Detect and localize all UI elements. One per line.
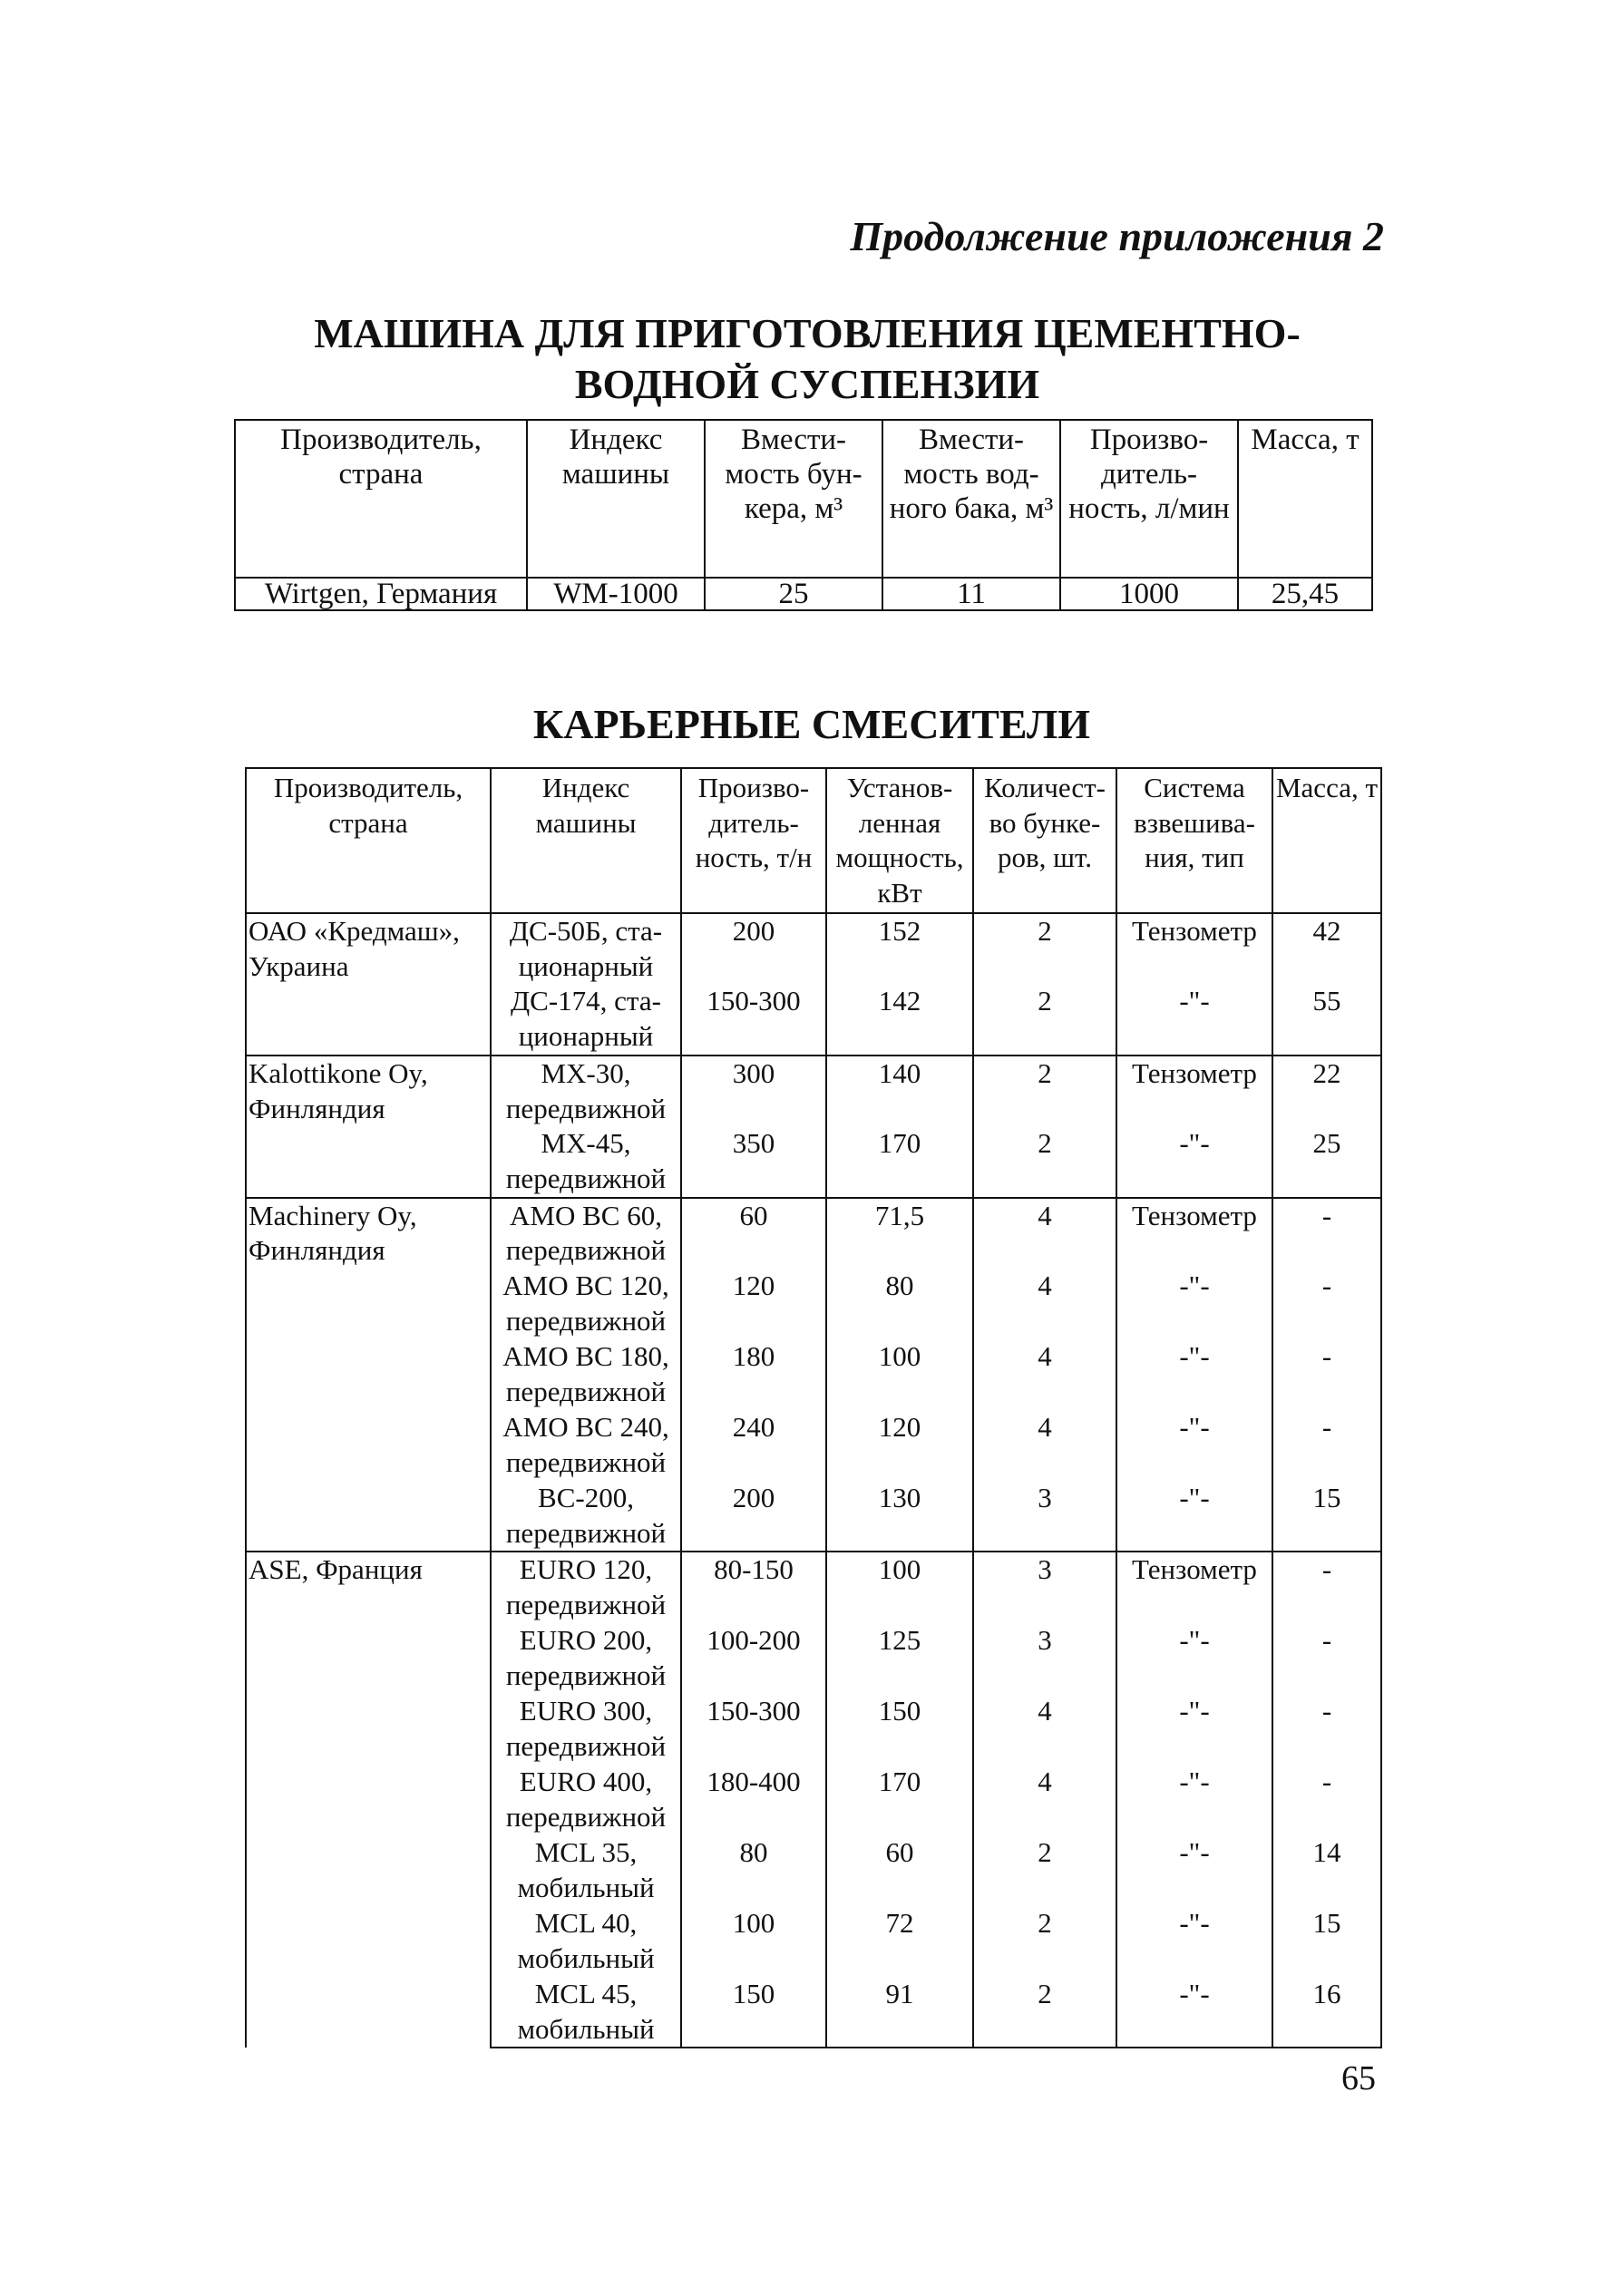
cell: 80-150 bbox=[681, 1552, 826, 1622]
cell: WM-1000 bbox=[527, 578, 705, 610]
cell: 200 bbox=[681, 913, 826, 984]
cell: - bbox=[1272, 1410, 1381, 1481]
cell: 60 bbox=[681, 1198, 826, 1269]
model-cell: AMO BC 180, передвижной bbox=[491, 1339, 681, 1410]
cell: -"- bbox=[1116, 1835, 1272, 1906]
model-cell: AMO BC 60, передвижной bbox=[491, 1198, 681, 1269]
cell: 240 bbox=[681, 1410, 826, 1481]
cell: 16 bbox=[1272, 1977, 1381, 2048]
cell: 4 bbox=[973, 1339, 1116, 1410]
header-cell: Произво-дитель-ность, л/мин bbox=[1060, 420, 1238, 578]
cell: 4 bbox=[973, 1765, 1116, 1835]
cell: Тензометр bbox=[1116, 1056, 1272, 1126]
cell: 72 bbox=[826, 1906, 973, 1977]
cell: 3 bbox=[973, 1552, 1116, 1622]
section2-title: КАРЬЕРНЫЕ СМЕСИТЕЛИ bbox=[532, 701, 1091, 747]
header-cell: Масса, т bbox=[1272, 768, 1381, 913]
cell: - bbox=[1272, 1269, 1381, 1339]
model-cell: AMO BC 120, передвижной bbox=[491, 1269, 681, 1339]
header-cell: Система взвешива-ния, тип bbox=[1116, 768, 1272, 913]
section1-title: МАШИНА ДЛЯ ПРИГОТОВЛЕНИЯ ЦЕМЕНТНО-ВОДНОЙ СУСПЕНЗИИ bbox=[314, 310, 1301, 407]
cell: 4 bbox=[973, 1694, 1116, 1765]
cell: 15 bbox=[1272, 1481, 1381, 1552]
cell: 14 bbox=[1272, 1835, 1381, 1906]
table-row bbox=[246, 1552, 1381, 1622]
cell: - bbox=[1272, 1339, 1381, 1410]
model-cell: MCL 40, мобильный bbox=[491, 1906, 681, 1977]
cell: Тензометр bbox=[1116, 1198, 1272, 1269]
cell: 100 bbox=[826, 1339, 973, 1410]
model-cell: EURO 120, передвижной bbox=[491, 1552, 681, 1622]
cell: 3 bbox=[973, 1481, 1116, 1552]
cell: 60 bbox=[826, 1835, 973, 1906]
cell: 80 bbox=[826, 1269, 973, 1339]
cell: 25 bbox=[1272, 1126, 1381, 1197]
table-row bbox=[235, 578, 1372, 610]
cell: -"- bbox=[1116, 1410, 1272, 1481]
table-row bbox=[246, 1198, 1381, 1269]
header-cell: Произво-дитель-ность, т/н bbox=[681, 768, 826, 913]
cell: 55 bbox=[1272, 984, 1381, 1055]
cell: 125 bbox=[826, 1623, 973, 1694]
cell: 2 bbox=[973, 984, 1116, 1055]
cell: -"- bbox=[1116, 1339, 1272, 1410]
cell: 100 bbox=[681, 1906, 826, 1977]
cell: 4 bbox=[973, 1198, 1116, 1269]
cell: 130 bbox=[826, 1481, 973, 1552]
cell: 150 bbox=[826, 1694, 973, 1765]
cell: 4 bbox=[973, 1269, 1116, 1339]
cell: 120 bbox=[681, 1269, 826, 1339]
header-cell: Вмести-мость бун-кера, м³ bbox=[705, 420, 882, 578]
cell: 100 bbox=[826, 1552, 973, 1622]
cell: Тензометр bbox=[1116, 1552, 1272, 1622]
cell: 25 bbox=[705, 578, 882, 610]
cell: 150 bbox=[681, 1977, 826, 2048]
header-cell: Индекс машины bbox=[491, 768, 681, 913]
continuation-label: Продолжение приложения 2 bbox=[850, 213, 1384, 259]
page-number: 65 bbox=[1341, 2059, 1376, 2097]
cell: 150-300 bbox=[681, 984, 826, 1055]
cell: 180 bbox=[681, 1339, 826, 1410]
cell: 180-400 bbox=[681, 1765, 826, 1835]
cell: - bbox=[1272, 1198, 1381, 1269]
table-row bbox=[246, 1056, 1381, 1126]
table-row bbox=[246, 913, 1381, 984]
producer-cell: ОАО «Кредмаш», Украина bbox=[246, 913, 491, 1056]
cell: 150-300 bbox=[681, 1694, 826, 1765]
cell: -"- bbox=[1116, 1977, 1272, 2048]
cell: -"- bbox=[1116, 1694, 1272, 1765]
model-cell: AMO BC 240, передвижной bbox=[491, 1410, 681, 1481]
cell: 300 bbox=[681, 1056, 826, 1126]
cell: 2 bbox=[973, 1126, 1116, 1197]
cell: -"- bbox=[1116, 1623, 1272, 1694]
suspension-machine-table bbox=[234, 419, 1373, 611]
cell: 100-200 bbox=[681, 1623, 826, 1694]
model-cell: ДС-50Б, ста-ционарный bbox=[491, 913, 681, 984]
model-cell: BC-200, передвижной bbox=[491, 1481, 681, 1552]
cell: 140 bbox=[826, 1056, 973, 1126]
cell: 1000 bbox=[1060, 578, 1238, 610]
header-cell: Производитель, страна bbox=[246, 768, 491, 913]
cell: 25,45 bbox=[1238, 578, 1372, 610]
cell: 22 bbox=[1272, 1056, 1381, 1126]
cell: 152 bbox=[826, 913, 973, 984]
cell: 170 bbox=[826, 1765, 973, 1835]
cell: 170 bbox=[826, 1126, 973, 1197]
model-cell: EURO 200, передвижной bbox=[491, 1623, 681, 1694]
cell: -"- bbox=[1116, 1906, 1272, 1977]
model-cell: ДС-174, ста-ционарный bbox=[491, 984, 681, 1055]
cell: 71,5 bbox=[826, 1198, 973, 1269]
cell: - bbox=[1272, 1765, 1381, 1835]
header-cell: Индекс машины bbox=[527, 420, 705, 578]
model-cell: MCL 45, мобильный bbox=[491, 1977, 681, 2048]
header-cell: Вмести-мость вод-ного бака, м³ bbox=[882, 420, 1060, 578]
quarry-mixers-table bbox=[245, 767, 1382, 2048]
cell: 15 bbox=[1272, 1906, 1381, 1977]
cell: 11 bbox=[882, 578, 1060, 610]
model-cell: МХ-45, передвижной bbox=[491, 1126, 681, 1197]
cell: - bbox=[1272, 1694, 1381, 1765]
producer-cell: Kalottikone Oy, Финляндия bbox=[246, 1056, 491, 1198]
header-cell: Производитель, страна bbox=[235, 420, 527, 578]
cell: Wirtgen, Германия bbox=[235, 578, 527, 610]
cell: 120 bbox=[826, 1410, 973, 1481]
cell: 142 bbox=[826, 984, 973, 1055]
cell: 2 bbox=[973, 1056, 1116, 1126]
cell: -"- bbox=[1116, 1126, 1272, 1197]
producer-cell: ASE, Франция bbox=[246, 1552, 491, 2048]
cell: 4 bbox=[973, 1410, 1116, 1481]
cell: 2 bbox=[973, 1977, 1116, 2048]
cell: -"- bbox=[1116, 1481, 1272, 1552]
cell: 2 bbox=[973, 1906, 1116, 1977]
cell: - bbox=[1272, 1623, 1381, 1694]
model-cell: MCL 35, мобильный bbox=[491, 1835, 681, 1906]
cell: 42 bbox=[1272, 913, 1381, 984]
model-cell: МХ-30, передвижной bbox=[491, 1056, 681, 1126]
model-cell: EURO 300, передвижной bbox=[491, 1694, 681, 1765]
cell: -"- bbox=[1116, 1269, 1272, 1339]
model-cell: EURO 400, передвижной bbox=[491, 1765, 681, 1835]
cell: 80 bbox=[681, 1835, 826, 1906]
cell: Тензометр bbox=[1116, 913, 1272, 984]
cell: 350 bbox=[681, 1126, 826, 1197]
header-cell: Масса, т bbox=[1238, 420, 1372, 578]
cell: - bbox=[1272, 1552, 1381, 1622]
cell: -"- bbox=[1116, 984, 1272, 1055]
cell: 2 bbox=[973, 913, 1116, 984]
header-cell: Установ-ленная мощность, кВт bbox=[826, 768, 973, 913]
producer-cell: Machinery Oy, Финляндия bbox=[246, 1198, 491, 1552]
header-cell: Количест-во бунке-ров, шт. bbox=[973, 768, 1116, 913]
cell: 3 bbox=[973, 1623, 1116, 1694]
cell: 2 bbox=[973, 1835, 1116, 1906]
cell: -"- bbox=[1116, 1765, 1272, 1835]
cell: 200 bbox=[681, 1481, 826, 1552]
cell: 91 bbox=[826, 1977, 973, 2048]
